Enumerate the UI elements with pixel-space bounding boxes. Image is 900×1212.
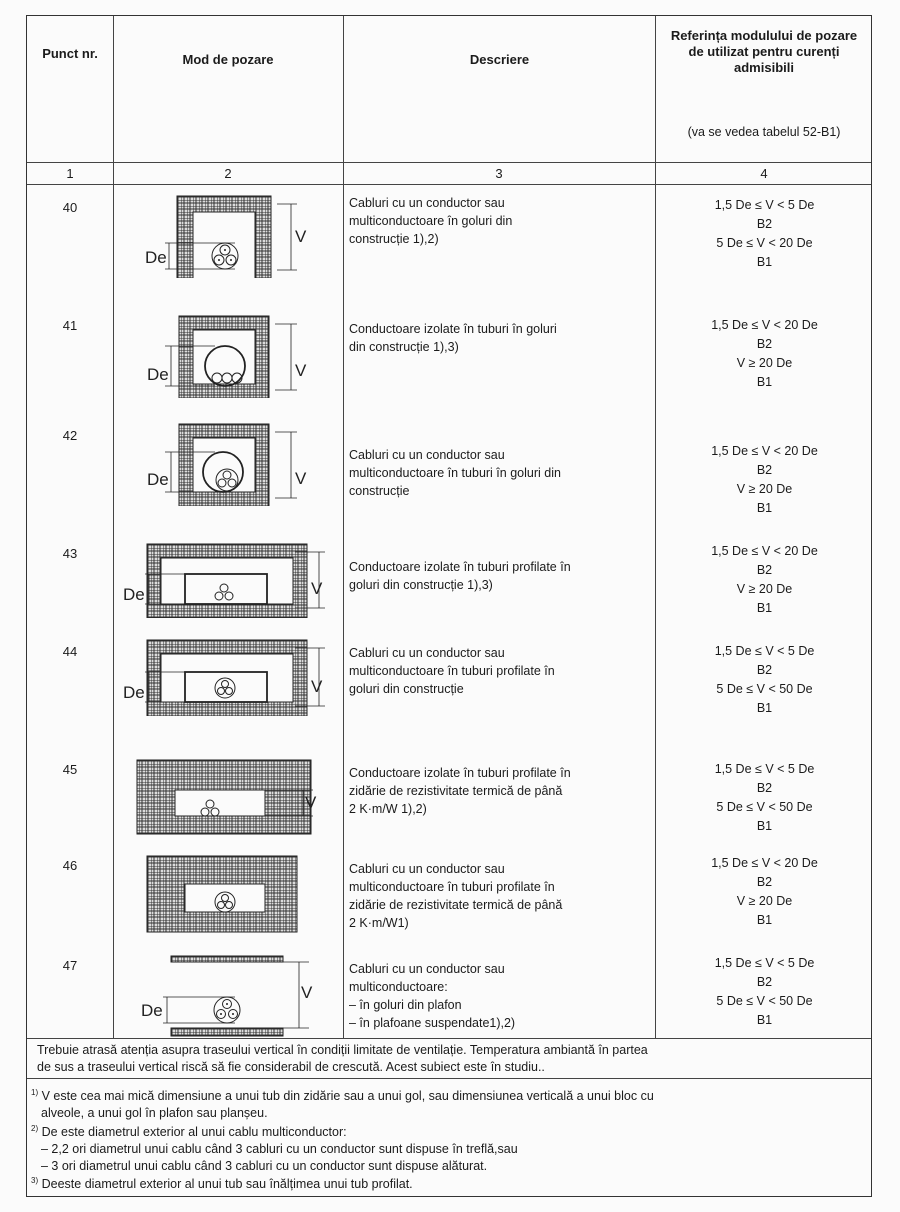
header-descriere: Descriere (469, 52, 530, 67)
row-description: Cabluri cu un conductor sau multiconductoare în tuburi profilate în goluri din construcție (349, 646, 555, 696)
colnum-3: 3 (495, 166, 503, 181)
colnum-bottom-line (27, 184, 871, 185)
point-number: 40 (62, 200, 78, 215)
figure-cavity-profiled-conduit (115, 542, 343, 618)
rows-bottom-line (27, 1038, 871, 1039)
point-number: 41 (62, 318, 78, 333)
ventilation-warning: Trebuie atrasă atenția asupra traseului vertical în condiții limitate de ventilație. Temperatura ambiantă în partea de sus a traseului vertical riscă să fie considerabil de crescută. Acest subiect este în studiu.. (37, 1043, 648, 1074)
figure-ceiling-void (115, 954, 343, 1038)
row-reference: 1,5 De ≤ V < 5 De B2 5 De ≤ V < 50 De B1 (714, 956, 815, 1027)
colnum-1: 1 (66, 166, 74, 181)
row-reference: 1,5 De ≤ V < 5 De B2 5 De ≤ V < 50 De B1 (714, 644, 815, 715)
label-v: V (305, 793, 317, 812)
footnote-3: $^{3)}$ Deeste diametrul exterior al unui tub sau înălțimea unui tub profilat. (31, 1176, 413, 1192)
row-description: Cabluri cu un conductor sau multiconductoare: – în goluri din plafon – în plafoane suspendate1),2) (349, 962, 516, 1030)
header-punct-nr: Punct nr. (42, 46, 98, 61)
row-reference: 1,5 De ≤ V < 5 De B2 5 De ≤ V < 20 De B1 (714, 198, 815, 269)
point-number: 47 (62, 958, 78, 973)
footnote-1: $^{1)}$ V este cea mai mică dimensiune a unui tub din zidărie sau a unui gol, sau dimensiunea verticală a unui bloc cu alveole, a unui gol în plafon sau planșeu. (31, 1088, 654, 1121)
header-table-reference: (va se vedea tabelul 52-B1) (687, 125, 841, 139)
point-number: 46 (62, 858, 78, 873)
label-de: De (123, 585, 145, 604)
footnote-3-marker: 3) (31, 1176, 39, 1185)
warning-bottom-line (27, 1078, 871, 1079)
label-de: De (123, 683, 145, 702)
label-v: V (295, 361, 307, 380)
figure-cavity-conduit-cables (115, 422, 343, 506)
row-reference: 1,5 De ≤ V < 5 De B2 5 De ≤ V < 50 De B1 (714, 762, 815, 833)
label-de: De (147, 470, 169, 489)
row-reference: 1,5 De ≤ V < 20 De B2 V ≥ 20 De B1 (711, 318, 818, 389)
figure-cavity-conduit (115, 314, 343, 398)
header-referinta: Referința modulului de pozare de utilizat pentru curenți admisibili (670, 28, 858, 75)
point-number: 45 (62, 762, 78, 777)
label-de: De (145, 248, 167, 267)
colnum-2: 2 (224, 166, 232, 181)
label-v: V (311, 677, 323, 696)
figure-cavity-cables (115, 194, 343, 278)
label-v: V (311, 579, 323, 598)
row-description: Cabluri cu un conductor sau multiconductoare în goluri din construcție 1),2) (349, 196, 513, 246)
footnote-1-marker: 1) (31, 1088, 39, 1097)
point-number: 44 (62, 644, 78, 659)
row-description: Conductoare izolate în tuburi în goluri din construcție 1),3) (349, 322, 557, 354)
label-de: De (147, 365, 169, 384)
point-number: 42 (62, 428, 78, 443)
figure-masonry-profiled-conduit (115, 758, 343, 836)
row-reference: 1,5 De ≤ V < 20 De B2 V ≥ 20 De B1 (711, 856, 818, 927)
installation-methods-table (26, 15, 872, 1197)
row-reference: 1,5 De ≤ V < 20 De B2 V ≥ 20 De B1 (711, 444, 818, 515)
figure-cavity-profiled-conduit-cables (115, 638, 343, 716)
row-description: Cabluri cu un conductor sau multiconductoare în tuburi profilate în zidărie de rezistivitate termică de până 2 K·m/W1) (349, 862, 563, 930)
point-number: 43 (62, 546, 78, 561)
label-v: V (301, 983, 313, 1002)
row-description: Cabluri cu un conductor sau multiconductoare în tuburi în goluri din construcție (349, 448, 561, 498)
row-description: Conductoare izolate în tuburi profilate în zidărie de rezistivitate termică de până 2 K·m/W 1),2) (349, 766, 571, 816)
label-v: V (295, 469, 307, 488)
row-reference: 1,5 De ≤ V < 20 De B2 V ≥ 20 De B1 (711, 544, 818, 615)
header-bottom-line (27, 162, 871, 163)
footnote-2: $^{2)}$ De este diametrul exterior al unui cablu multiconductor: – 2,2 ori diametrul unui cablu când 3 cabluri cu un conductor sunt dispuse în treflă,sau – 3 ori diametrul unui cablu când 3 cabluri cu un conductor sunt dispuse alăturat. (31, 1124, 518, 1174)
label-de: De (141, 1001, 163, 1020)
label-v: V (295, 227, 307, 246)
header-mod-de-pozare: Mod de pozare (182, 52, 274, 67)
figure-masonry-profiled-conduit-cables (115, 854, 343, 934)
row-description: Conductoare izolate în tuburi profilate în goluri din construcție 1),3) (349, 560, 571, 592)
footnote-2-marker: 2) (31, 1124, 39, 1133)
colnum-4: 4 (760, 166, 768, 181)
